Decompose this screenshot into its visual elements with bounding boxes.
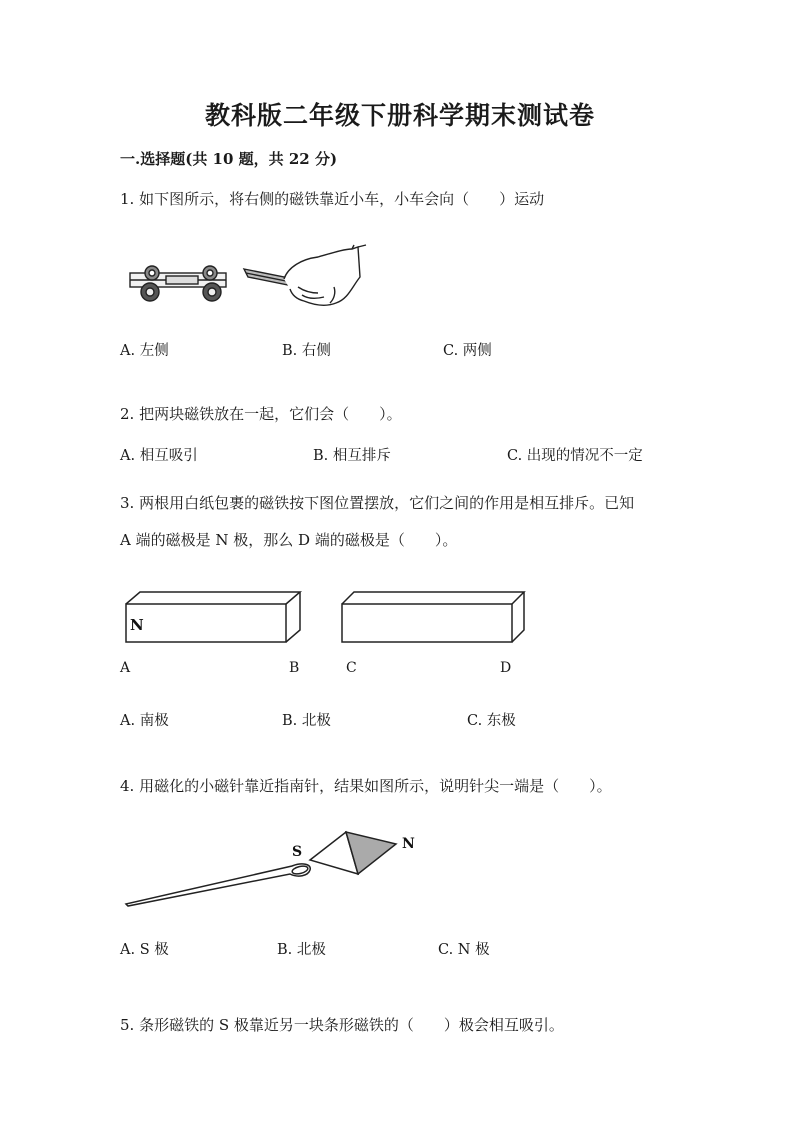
two-magnets-figure (124, 590, 529, 648)
q3-option-c[interactable]: C. 东极 (467, 713, 516, 729)
compass-needle-illustration (310, 832, 396, 874)
question-3-text-line1: 3. 两根用白纸包裹的磁铁按下图位置摆放，它们之间的作用是相互排斥。已知 (120, 494, 635, 512)
left-magnet-box (126, 592, 300, 642)
question-5-text: 5. 条形磁铁的 S 极靠近另一块条形磁铁的（ ）极会相互吸引。 (120, 1016, 564, 1034)
q3-option-b[interactable]: B. 北极 (282, 713, 331, 729)
q1-option-c[interactable]: C. 两侧 (443, 343, 492, 359)
q2-option-c[interactable]: C. 出现的情况不一定 (507, 448, 643, 464)
question-1-text: 1. 如下图所示，将右侧的磁铁靠近小车，小车会向（ ）运动 (120, 190, 545, 208)
right-magnet-box (342, 592, 524, 642)
q1-option-b[interactable]: B. 右侧 (282, 343, 331, 359)
car-magnet-figure (126, 243, 371, 313)
n-pole-mark: N (130, 616, 144, 634)
question-2-text: 2. 把两块磁铁放在一起，它们会（ ）。 (120, 405, 402, 423)
q2-option-a[interactable]: A. 相互吸引 (120, 448, 198, 464)
section-heading: 一.选择题(共 10 题，共 22 分) (120, 150, 338, 168)
q1-option-a[interactable]: A. 左侧 (120, 343, 169, 359)
end-label-b: B (289, 660, 300, 676)
needle-illustration (126, 864, 310, 906)
question-4-text: 4. 用磁化的小磁针靠近指南针，结果如图所示，说明针尖一端是（ ）。 (120, 777, 612, 795)
q4-option-a[interactable]: A. S 极 (120, 942, 169, 958)
end-label-a: A (120, 660, 131, 676)
end-label-d: D (500, 660, 512, 676)
needle-compass-figure (124, 826, 424, 908)
needle-s-mark: S (292, 844, 303, 860)
toy-car-illustration (130, 266, 226, 301)
q3-option-a[interactable]: A. 南极 (120, 713, 169, 729)
q4-option-b[interactable]: B. 北极 (277, 942, 326, 958)
question-3-text-line2: A 端的磁极是 N 极，那么 D 端的磁极是（ ）。 (120, 531, 458, 549)
q4-option-c[interactable]: C. N 极 (438, 942, 490, 958)
end-label-c: C (346, 660, 357, 676)
q2-option-b[interactable]: B. 相互排斥 (313, 448, 391, 464)
compass-n-mark: N (402, 836, 415, 852)
hand-with-magnet-illustration (244, 245, 366, 305)
page-title: 教科版二年级下册科学期末测试卷 (204, 101, 595, 130)
